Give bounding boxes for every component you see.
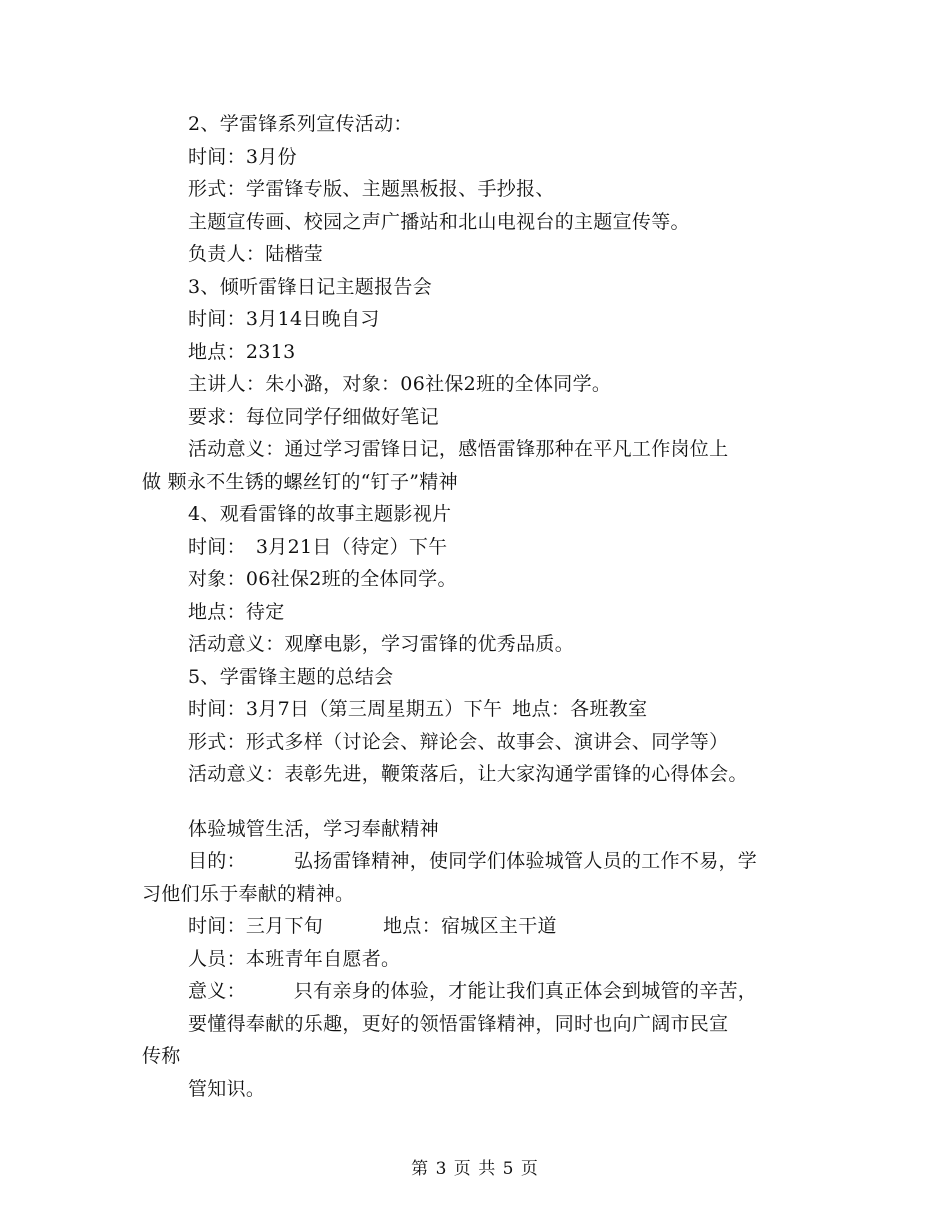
time-value: 3月21日（待定）下午: [255, 535, 448, 558]
section-heading: 5、学雷锋主题的总结会: [188, 665, 394, 688]
text-line: 做 颗永不生锈的螺丝钉的“钉子”精神: [142, 470, 458, 493]
text-line: 地点：2313: [188, 340, 296, 363]
document-body: [142, 108, 822, 1105]
section-heading: 3、倾听雷锋日记主题报告会: [188, 275, 432, 298]
text-line: 活动意义：通过学习雷锋日记，感悟雷锋那种在平凡工作岗位上: [188, 438, 729, 460]
purpose-text: 弘扬雷锋精神，使同学们体验城管人员的工作不易，学: [293, 850, 758, 872]
text-line: 活动意义：观摩电影，学习雷锋的优秀品质。: [188, 633, 575, 655]
text-line: 习他们乐于奉献的精神。: [142, 882, 355, 905]
page-number: 第 3 页 共 5 页: [411, 1159, 539, 1179]
purpose-label: 目的：: [188, 850, 246, 872]
time-label: 时间：: [188, 535, 246, 558]
text-line: [142, 693, 822, 726]
text-line: 地点：待定: [188, 600, 285, 623]
meaning-label: 意义：: [188, 980, 246, 1002]
text-line: 传称: [142, 1045, 181, 1067]
text-line: 对象：06社保2班的全体同学。: [188, 568, 457, 590]
text-line: [142, 531, 822, 564]
section-heading: 2、学雷锋系列宣传活动：: [188, 113, 413, 135]
paragraph-gap: [142, 791, 822, 813]
text-line: 活动意义：表彰先进，鞭策落后，让大家沟通学雷锋的心得体会。: [188, 763, 748, 785]
text-line: 主题宣传画、校园之声广播站和北山电视台的主题宣传等。: [188, 210, 690, 233]
text-line: [142, 910, 822, 943]
text-line: 要懂得奉献的乐趣，更好的领悟雷锋精神，同时也向广阔市民宣: [188, 1012, 729, 1035]
text-line: 人员：本班青年自愿者。: [188, 947, 401, 970]
time-text: 时间：三月下旬: [188, 915, 324, 937]
text-line: 时间：3月14日晚自习: [188, 308, 380, 330]
text-line: 负责人：陆楷莹: [188, 243, 324, 265]
location-text: 地点：宿城区主干道: [383, 915, 557, 937]
section-heading: 体验城管生活，学习奉献精神: [188, 817, 439, 840]
text-line: 主讲人：朱小潞，对象：06社保2班的全体同学。: [188, 373, 612, 395]
location-text: 地点：各班教室: [512, 698, 648, 720]
text-line: 时间：3月份: [188, 145, 297, 168]
meaning-text: 只有亲身的体验，才能让我们真正体会到城管的辛苦，: [293, 980, 758, 1002]
text-line: 形式：学雷锋专版、主题黑板报、手抄报、: [188, 178, 555, 200]
text-line: [142, 975, 822, 1008]
section-heading: 4、观看雷锋的故事主题影视片: [188, 503, 452, 525]
text-line: 形式：形式多样（讨论会、辩论会、故事会、演讲会、同学等）: [188, 730, 729, 753]
text-line: 管知识。: [188, 1077, 266, 1100]
text-line: [142, 845, 822, 878]
time-text: 时间：3月7日（第三周星期五）下午: [188, 698, 503, 720]
text-line: 要求：每位同学仔细做好笔记: [188, 405, 439, 428]
